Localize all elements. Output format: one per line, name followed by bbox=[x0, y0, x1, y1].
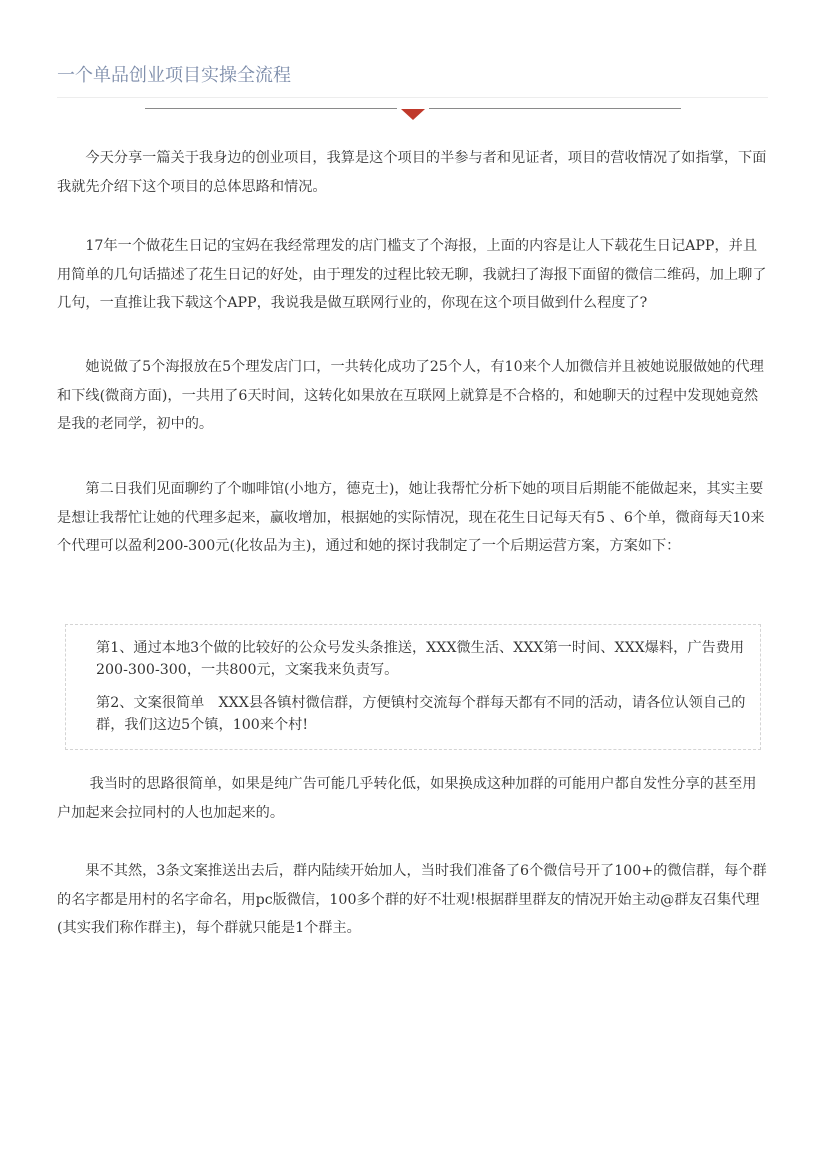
divider-line-left bbox=[145, 108, 397, 109]
paragraph-intro: 今天分享一篇关于我身边的创业项目，我算是这个项目的半参与者和见证者，项目的营收情况了如指掌，下面我就先介绍下这个项目的总体思路和情况。 bbox=[57, 150, 767, 195]
title-underline bbox=[57, 97, 768, 98]
paragraph-results: 她说做了5个海报放在5个理发店门口，一共转化成功了25个人，有10来个人加微信并且被她说服做她的代理和下线(微商方面)，一共用了6天时间，这转化如果放在互联网上就算是不合格的，和她聊天的过程中发现她竟然是我的老同学，初中的。 bbox=[57, 359, 764, 432]
paragraph-meeting: 第二日我们见面聊约了个咖啡馆(小地方，德克士)，她让我帮忙分析下她的项目后期能不能做起来，其实主要是想让我帮忙让她的代理多起来，赢收增加，根据她的实际情况，现在花生日记每天有5 、6个单，微商每天10来个代理可以盈利200-300元(化妆品为主)，通过和她的探讨我制定了一个后期运营方案，方案如下： bbox=[57, 481, 765, 554]
plan-quote-box bbox=[65, 624, 761, 750]
paragraph-background: 17年一个做花生日记的宝妈在我经常理发的店门槛支了个海报，上面的内容是让人下载花生日记APP，并且用简单的几句话描述了花生日记的好处，由于理发的过程比较无聊，我就扫了海报下面留的微信二维码，加上聊了几句，一直推让我下载这个APP，我说我是做互联网行业的，你现在这个项目做到什么程度了? bbox=[57, 238, 767, 311]
paragraph-outcome: 果不其然，3条文案推送出去后，群内陆续开始加人，当时我们准备了6个微信号开了100+的微信群，每个群的名字都是用村的名字命名，用pc版微信，100多个群的好不壮观!根据群里群友的情况开始主动@群友召集代理(其实我们称作群主)，每个群就只能是1个群主。 bbox=[57, 863, 767, 936]
divider-line-right bbox=[429, 108, 681, 109]
plan-item-1: 第1、通过本地3个做的比较好的公众号发头条推送，XXX微生活、XXX第一时间、XXX爆料，广告费用200-300-300，一共800元，文案我来负责写。 bbox=[96, 640, 745, 678]
plan-item-2: 第2、文案很简单 XXX县各镇村微信群，方便镇村交流每个群每天都有不同的活动，请各位认领自己的群，我们这边5个镇，100来个村! bbox=[96, 695, 746, 733]
triangle-down-icon bbox=[401, 109, 425, 120]
article-title: 一个单品创业项目实操全流程 bbox=[57, 65, 291, 86]
section-divider bbox=[145, 108, 681, 122]
paragraph-reasoning: 我当时的思路很简单，如果是纯广告可能几乎转化低，如果换成这种加群的可能用户都自发性分享的甚至用户加起来会拉同村的人也加起来的。 bbox=[57, 776, 757, 821]
